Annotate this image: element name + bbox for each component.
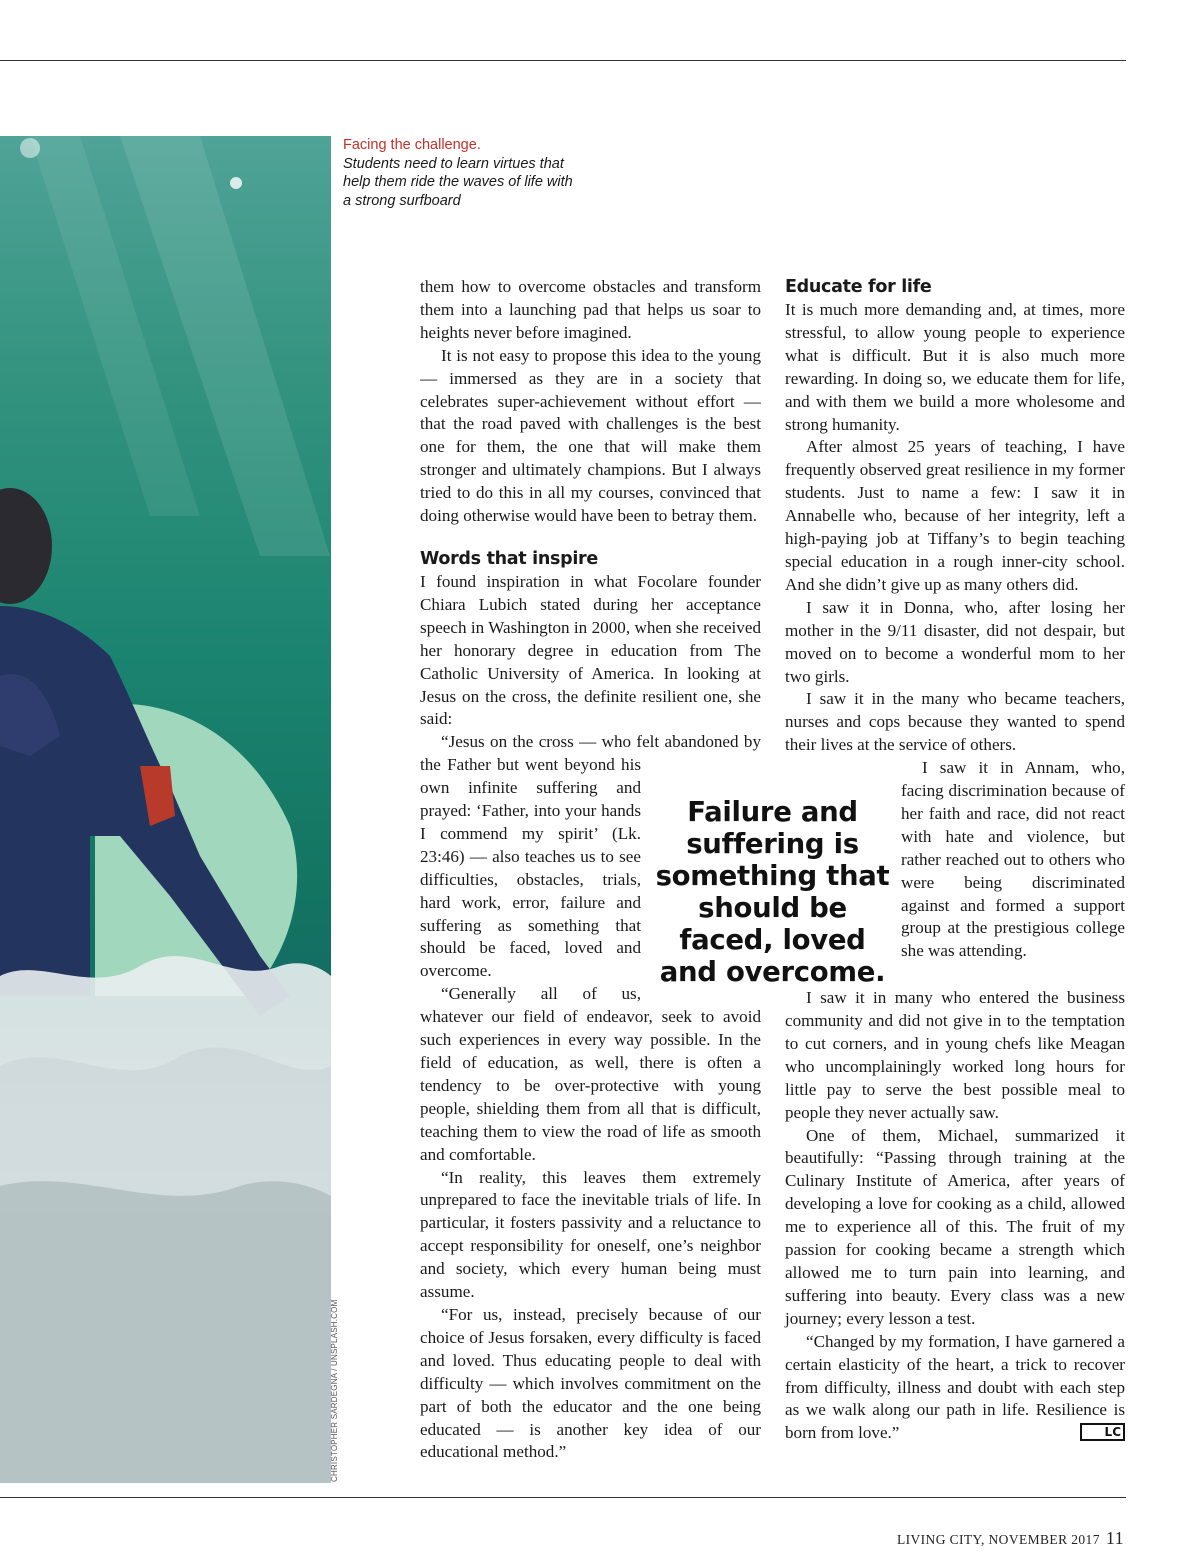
paragraph: It is not easy to propose this idea to the young — immersed as they are in a society that celebrates super-achievement without effort — that the road paved with challenges is the best one for them, the one that will make them stronger and ultimately champions. But I always tried to do this in all my courses, convinced that doing otherwise would have been to betray them. xyxy=(420,345,761,526)
lc-end-mark: LC xyxy=(1080,1423,1125,1441)
paragraph xyxy=(785,1331,1125,1446)
paragraph: I saw it in many who entered the business community and did not give in to the temptation to cut corners, and in young chefs like Meagan who uncomplainingly worked long hours for little pay to serve the best possible meal to people they never actually saw. xyxy=(785,988,1125,1122)
paragraph: “Jesus on the cross — who felt abandoned by the Father but went beyond his own infinite suffering and prayed: ‘Father, into your hands I commend my spirit’ (Lk. 23:46) — also teaches us to see difficulties, obstacles, trials, hard work, error, failure and suffering as something that should be faced, loved and overcome. xyxy=(420,732,761,981)
paragraph: “In reality, this leaves them extremely unprepared to face the inevitable trials of life. In particular, it fosters passivity and a reluctance to accept responsibility for oneself, one’s neighbor and society, which every human being must assume. xyxy=(420,1167,761,1302)
footer-publication: LIVING CITY, NOVEMBER 2017 xyxy=(896,1532,1100,1547)
bottom-rule xyxy=(0,1497,1126,1498)
surfer-photo xyxy=(0,136,331,1483)
page-footer xyxy=(897,1528,1124,1549)
photo-caption xyxy=(343,136,583,210)
surfer-illustration xyxy=(0,136,331,1483)
top-rule xyxy=(0,60,1126,61)
paragraph: I saw it in Donna, who, after losing her mother in the 9/11 disaster, did not despair, but moved on to become a wonderful mom to her two girls. xyxy=(785,597,1125,686)
paragraph: “For us, instead, precisely because of our choice of Jesus forsaken, every difficulty is faced and loved. Thus educating people to deal with difficulty — which involves commitment on the part of both the educator and the one being educated — is another key idea of our educational method.” xyxy=(420,1304,761,1462)
paragraph: One of them, Michael, summarized it beautifully: “Passing through training at the Culinary Institute of America, after years of developing a love for cooking as a child, allowed me to experience all of this. The fruit of my passion for cooking became a strength which allowed me to turn pain into learning, and suffering into beauty. Every class was a new journey; every lesson a test. xyxy=(785,1125,1125,1328)
paragraph: I saw it in Annam, who, facing discrimination because of her faith and race, did not react with hate and violence, but rather reached out to others who were being discriminated against and formed a support group at the prestigious college she was attending. xyxy=(901,758,1125,961)
section-heading-educate-for-life: Educate for life xyxy=(785,277,932,297)
paragraph: It is much more demanding and, at times, more stressful, to allow young people to experience what is difficult. But it is also much more rewarding. In doing so, we educate them for life, and with them we build a more wholesome and strong humanity. xyxy=(785,300,1125,434)
page-number: 11 xyxy=(1105,1528,1124,1548)
caption-body: Students need to learn virtues that help them ride the waves of life with a strong surfboard xyxy=(343,155,573,209)
paragraph: I found inspiration in what Focolare founder Chiara Lubich stated during her acceptance speech in Washington in 2000, when she received her honorary degree in education from The Catholic University of America. In looking at Jesus on the cross, the definite resilient one, she said: xyxy=(420,571,761,729)
photo-credit: CHRISTOPHER SARDEGNA / UNSPLASH.COM xyxy=(330,1299,339,1482)
paragraph: them how to overcome obstacles and transform them into a launching pad that helps us soar to heights never before imagined. xyxy=(420,277,761,342)
closing-paragraph-text: “Changed by my formation, I have garnered a certain elasticity of the heart, a trick to recover from difficulty, illness and doubt with each step as we walk along our path in life. Resilience is born from love.” xyxy=(785,1331,1125,1443)
section-heading-words-that-inspire: Words that inspire xyxy=(420,548,598,569)
paragraph: After almost 25 years of teaching, I have frequently observed great resilience in my former students. Just to name a few: I saw it in Annabelle who, because of her integrity, left a high-paying job at Tiffany’s to begin teaching special education in a rough inner-city school. And she didn’t give up as many others did. xyxy=(785,437,1125,594)
caption-title: Facing the challenge. xyxy=(343,137,481,153)
paragraph: “Generally all of us, whatever our field of endeavor, seek to avoid such experiences in every way possible. In the field of education, as well, there is often a tendency to be over-protective with young people, shielding them from all that is difficult, teaching them to view the road of life as smooth and comfortable. xyxy=(420,984,761,1164)
paragraph: I saw it in the many who became teachers, nurses and cops because they wanted to spend their lives at the service of others. xyxy=(785,689,1125,755)
pull-quote: Failure and suffering is something that should be faced, loved and overcome. xyxy=(655,796,890,988)
